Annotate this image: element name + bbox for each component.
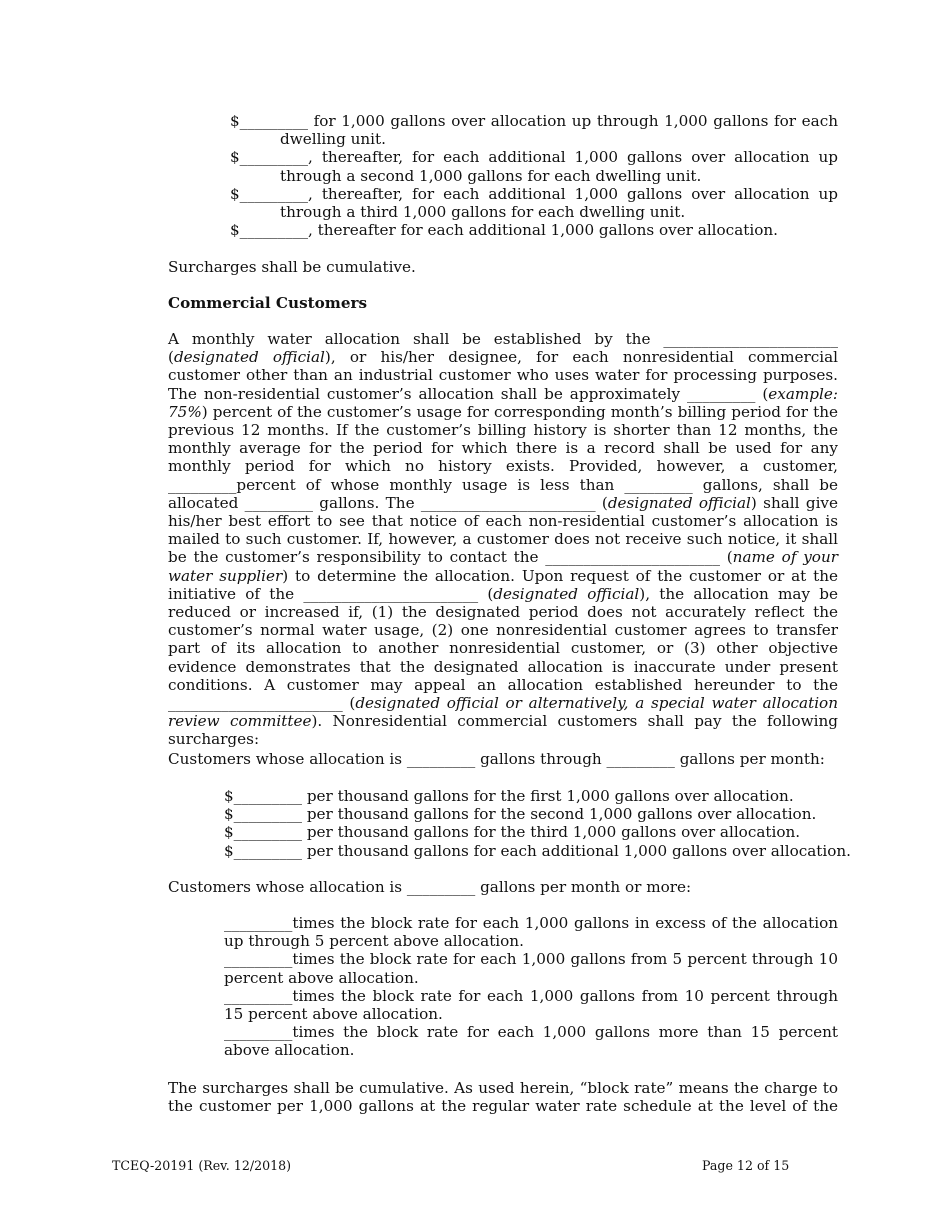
list-item: _________times the block rate for each 1,000 gallons from 5 percent through 10 percent above allocation.	[224, 950, 838, 987]
surcharges-cumulative-text: Surcharges shall be cumulative.	[168, 258, 416, 276]
list-item: $_________ per thousand gallons for each additional 1,000 gallons over allocation.	[224, 841, 851, 860]
list-item: _________times the block rate for each 1,000 gallons from 10 percent through 15 percent above allocation.	[224, 986, 838, 1024]
allocation-range-intro: Customers whose allocation is _________ gallons through _________ gallons per month:	[168, 750, 825, 768]
range-surcharge-list	[224, 787, 851, 860]
allocation-more-intro: Customers whose allocation is _________ gallons per month or more:	[168, 878, 692, 896]
list-item: $_________ for 1,000 gallons over allocation up through 1,000 gallons for each dwelling unit.	[230, 112, 838, 149]
list-item: $_________ per thousand gallons for the third 1,000 gallons over allocation.	[224, 823, 801, 842]
commercial-customers-heading: Commercial Customers	[168, 294, 368, 312]
form-id-footer: TCEQ-20191 (Rev. 12/2018)	[112, 1158, 292, 1173]
commercial-allocation-paragraph: A monthly water allocation shall be established by the _______________________ (designated official), or his/her designee, for each nonresidential commercial customer other than an industrial customer who uses water for processing purposes. The non-residential customer’s allocation shall be approximately _________ (example: 75%) percent of the customer’s usage for corresponding month’s billing period for the previous 12 months. If the customer’s billing history is shorter than 12 months, the monthly average for the period for which there is a record shall be used for any monthly period for which no history exists. Provided, however, a customer, _________percent of whose monthly usage is less than _________ gallons, shall be allocated _________ gallons. The _______________________ (designated official) shall give his/her best effort to see that notice of each non-residential customer’s allocation is mailed to such customer. If, however, a customer does not receive such notice, it shall be the customer’s responsibility to contact the _______________________ (name of your water supplier) to determine the allocation. Upon request of the customer or at the initiative of the _______________________ (designated official), the allocation may be reduced or increased if, (1) the designated period does not accurately reflect the customer’s normal water usage, (2) one nonresidential customer agrees to transfer part of its allocation to another nonresidential customer, or (3) other objective evidence demonstrates that the designated allocation is inaccurate under present conditions. A customer may appeal an allocation established hereunder to the _______________________ (designated official or alternatively, a special water allocation review committee). Nonresidential commercial customers shall pay the following surcharges:	[168, 330, 838, 749]
block-rate-multiplier-list	[224, 914, 838, 1060]
list-item: $_________, thereafter for each additional 1,000 gallons over allocation.	[230, 221, 778, 240]
list-item: $_________ per thousand gallons for the first 1,000 gallons over allocation.	[224, 787, 794, 805]
list-item: _________times the block rate for each 1,000 gallons more than 15 percent above allocation.	[224, 1023, 838, 1060]
list-item: $_________, thereafter, for each additional 1,000 gallons over allocation up through a third 1,000 gallons for each dwelling unit.	[230, 184, 838, 222]
list-item: $_________, thereafter, for each additional 1,000 gallons over allocation up through a second 1,000 gallons for each dwelling unit.	[230, 148, 838, 185]
block-rate-definition-paragraph: The surcharges shall be cumulative. As used herein, “block rate” means the charge to the customer per 1,000 gallons at the regular water rate schedule at the level of the	[168, 1079, 838, 1116]
list-item: $_________ per thousand gallons for the second 1,000 gallons over allocation.	[224, 805, 817, 824]
dwelling-surcharge-list	[230, 112, 838, 239]
page-number-footer: Page 12 of 15	[702, 1158, 790, 1173]
list-item: _________times the block rate for each 1,000 gallons in excess of the allocation up through 5 percent above allocation.	[224, 914, 838, 951]
